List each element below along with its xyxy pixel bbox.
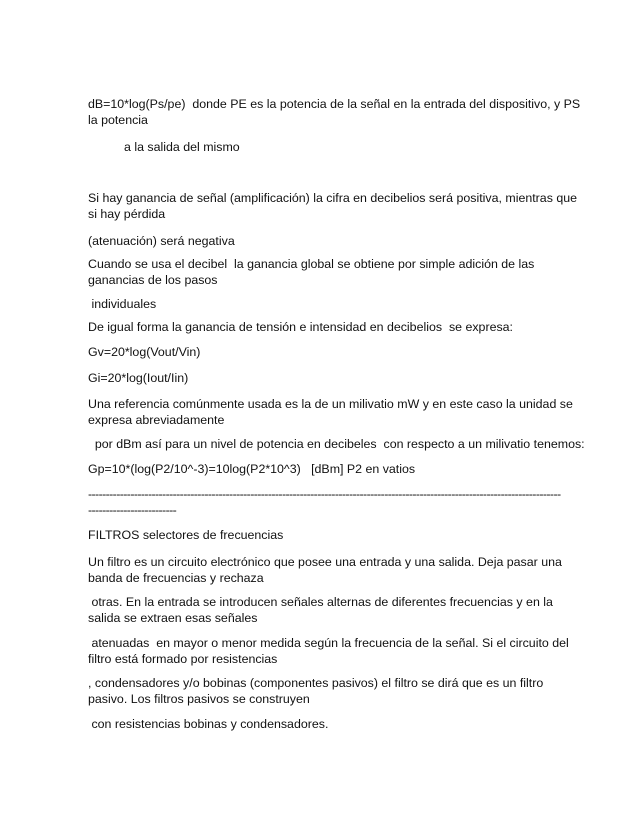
text-line: Si hay ganancia de señal (amplificación) la cifra en decibelios será positiva, mientras que [88,191,578,205]
text-line: filtro está formado por resistencias [88,652,278,666]
text-line: Cuando se usa el decibel la ganancia global se obtiene por simple adición de las [88,257,535,271]
text-line: a la salida del mismo [124,140,240,154]
text-line: otras. En la entrada se introducen señales alternas de diferentes frecuencias y en la [88,595,553,609]
text-line: pasivo. Los filtros pasivos se construyen [88,692,310,706]
text-line: , condensadores y/o bobinas (componentes pasivos) el filtro se dirá que es un filtro [88,676,544,690]
text-line: Un filtro es un circuito electrónico que posee una entrada y una salida. Deja pasar una [88,555,562,569]
text-line: la potencia [88,113,148,127]
text-line: ganancias de los pasos [88,273,218,287]
text-line: Una referencia comúnmente usada es la de un milivatio mW y en este caso la unidad se [88,397,573,411]
text-line: Gi=20*log(Iout/Iin) [88,371,189,385]
text-line: Gv=20*log(Vout/Vin) [88,345,201,359]
text-line: banda de frecuencias y rechaza [88,571,264,585]
section-heading: FILTROS selectores de frecuencias [88,528,284,542]
text-line: Gp=10*(log(P2/10^-3)=10log(P2*10^3) [dBm] P2 en vatios [88,462,416,476]
text-line: dB=10*log(Ps/pe) donde PE es la potencia de la señal en la entrada del dispositivo, y PS [88,97,581,111]
text-line: con resistencias bobinas y condensadores. [88,717,329,731]
separator-line: ------------------------- [88,503,177,517]
text-line: salida se extraen esas señales [88,611,258,625]
text-line: si hay pérdida [88,207,166,221]
separator-line: -------------------------------------------------------------------------------------------------------------------------------------- [88,487,561,501]
text-line: atenuadas en mayor o menor medida según la frecuencia de la señal. Si el circuito del [88,636,569,650]
text-line: expresa abreviadamente [88,413,225,427]
text-line: individuales [88,297,157,311]
text-line: De igual forma la ganancia de tensión e intensidad en decibelios se expresa: [88,320,513,334]
text-line: (atenuación) será negativa [88,234,235,248]
text-line: por dBm así para un nivel de potencia en decibeles con respecto a un milivatio tenemos: [88,437,585,451]
